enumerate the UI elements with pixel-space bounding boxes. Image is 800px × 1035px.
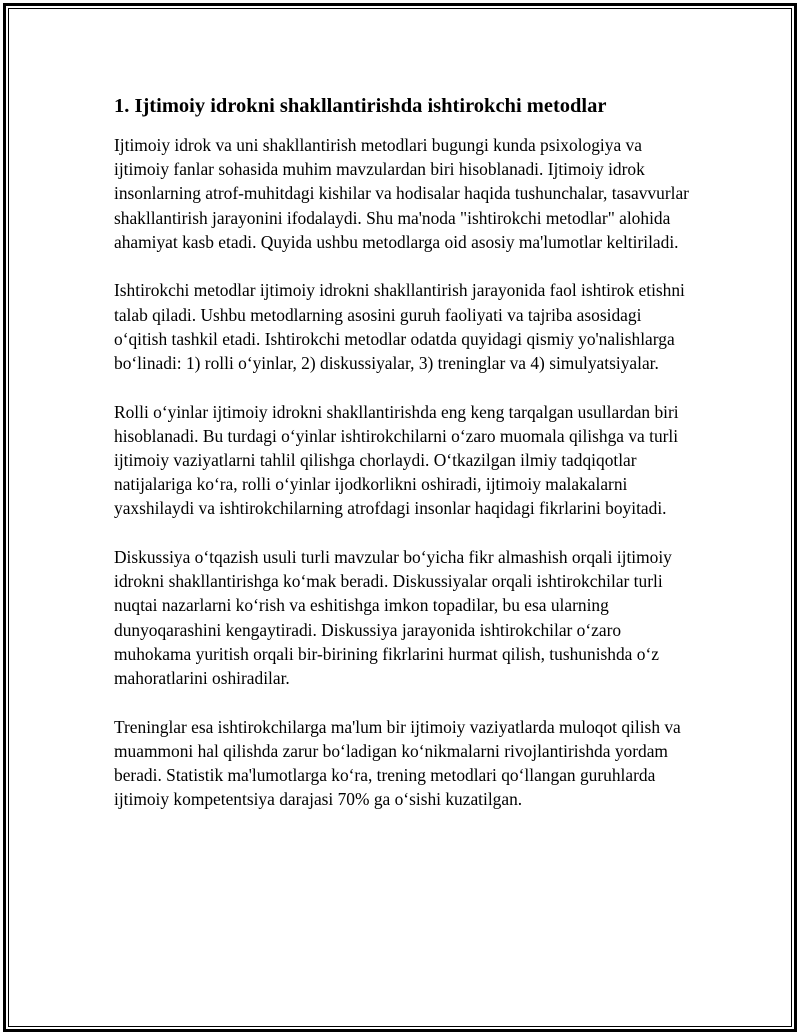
paragraph-role-play: Rolli o‘yinlar ijtimoiy idrokni shakllantirishda eng keng tarqalgan usullardan biri hisoblanadi. Bu turdagi o‘yinlar ishtirokchilarni o‘zaro muomala qilishga va turli ijtimoiy vaziyatlarni tahlil qilishga chorlaydi. O‘tkazilgan ilmiy tadqiqotlar natijalariga ko‘ra, rolli o‘yinlar ijodkorlikni oshiradi, ijtimoiy malakalarni yaxshilaydi va ishtirokchilarning atrofdagi insonlar haqidagi fikrlarini boyitadi. (114, 401, 679, 519)
paragraph-discussion: Diskussiya o‘tqazish usuli turli mavzular bo‘yicha fikr almashish orqali ijtimoiy idrokni shakllantirishga ko‘mak beradi. Diskussiyalar orqali ishtirokchilar turli nuqtai nazarlarni ko‘rish va eshitishga imkon topadilar, bu esa ularning dunyoqarashini kengaytiradi. Diskussiya jarayonida ishtirokchilar o‘zaro muhokama yuritish orqali bir-birining fikrlarini hurmat qilish, tushunishda o‘z mahoratlarini oshiradilar. (114, 547, 672, 689)
paragraph-participatory-methods: Ishtirokchi metodlar ijtimoiy idrokni shakllantirish jarayonida faol ishtirok etishni talab qiladi. Ushbu metodlarning asosini guruh faoliyati va tajriba asosidagi o‘qitish tashkil etadi. Ishtirokchi metodlar odatda quyidagi qismiy yo'nalishlarga bo‘linadi: 1) rolli o‘yinlar, 2) diskussiyalar, 3) treninglar va 4) simulyatsiyalar. (114, 280, 685, 374)
section-heading: 1. Ijtimoiy idrokni shakllantirishda ishtirokchi metodlar (114, 95, 607, 117)
paragraph-trainings: Treninglar esa ishtirokchilarga ma'lum bir ijtimoiy vaziyatlarda muloqot qilish va muammoni hal qilishda zarur bo‘ladigan ko‘nikmalarni rivojlantirishda yordam beradi. Statistik ma'lumotlarga ko‘ra, trening metodlari qo‘llangan guruhlarda ijtimoiy kompetentsiya darajasi 70% ga o‘sishi kuzatilgan. (114, 716, 681, 810)
paragraph-intro: Ijtimoiy idrok va uni shakllantirish metodlari bugungi kunda psixologiya va ijtimoiy fanlar sohasida muhim mavzulardan biri hisoblanadi. Ijtimoiy idrok insonlarning atrof-muhitdagi kishilar va hodisalar haqida tushunchalar, tasavvurlar shakllantirish jarayonini ifodalaydi. Shu ma'noda "ishtirokchi metodlar" alohida ahamiyat kasb etadi. Quyida ushbu metodlarga oid asosiy ma'lumotlar keltiriladi. (114, 135, 689, 252)
document-body (114, 91, 694, 836)
